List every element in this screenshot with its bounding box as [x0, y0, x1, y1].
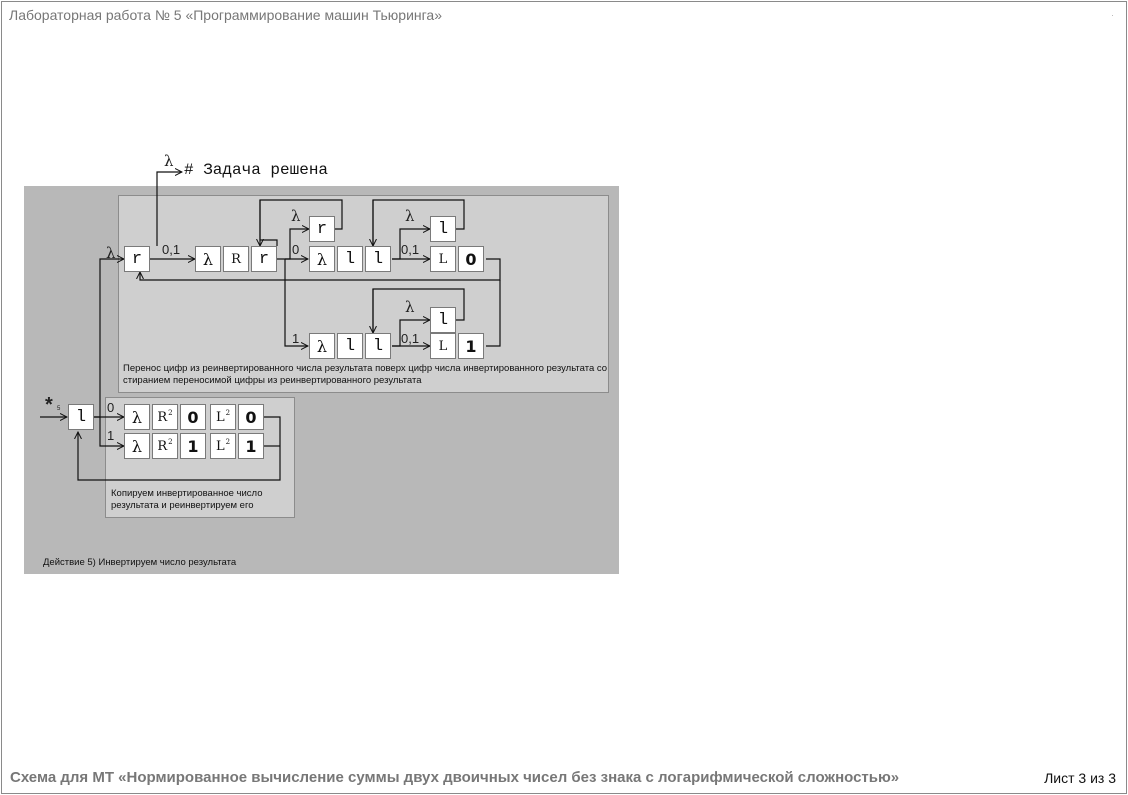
cell-loop-r: r — [309, 216, 335, 242]
label-hub-01: 0,1 — [162, 242, 181, 257]
cell-copy0-R: R $^2$ — [152, 404, 178, 430]
cell-loop-l-top: l — [430, 216, 456, 242]
cell-row1-R: R — [223, 246, 249, 272]
label-solved-lambda: λ — [164, 152, 174, 170]
cell-write0-val: 0 — [458, 246, 484, 272]
label-loop-bottom-lambda: λ — [405, 298, 415, 316]
arrow-to-solved — [157, 172, 182, 246]
cell-row1-r: r — [251, 246, 277, 272]
cell-copy0-lambda: λ — [124, 404, 150, 430]
cell-hub-r: r — [124, 246, 150, 272]
task-solved-text: # Задача решена — [184, 161, 329, 179]
cell-copy1-val2: 1 — [238, 433, 264, 459]
cell-copy0-val: 0 — [180, 404, 206, 430]
label-loop-top-lambda: λ — [405, 207, 415, 225]
label-loop-r-lambda: λ — [291, 207, 301, 225]
entry-star: * — [45, 394, 53, 416]
cell-loop-l-bottom: l — [430, 307, 456, 333]
label-top-01: 0,1 — [401, 242, 420, 257]
action-5-caption: Действие 5) Инвертируем число результата — [43, 557, 237, 568]
write1-back — [486, 280, 500, 346]
label-hub-lambda: λ — [106, 244, 116, 262]
label-copy-0: 0 — [107, 400, 115, 415]
sheet-number: Лист 3 из 3 — [1044, 770, 1116, 786]
cell-copy1-L: L $^2$ — [210, 433, 236, 459]
cell-write1-val: 1 — [458, 333, 484, 359]
cell-row1b-l1: l — [337, 246, 363, 272]
page-title: Лабораторная работа № 5 «Программирование машин Тьюринга» — [9, 7, 443, 23]
scheme-title: Схема для МТ «Нормированное вычисление суммы двух двоичных чисел без знака с логарифмической сложностью» — [10, 769, 900, 786]
cell-copy1-R: R $^2$ — [152, 433, 178, 459]
cell-write1-L: L — [430, 333, 456, 359]
arrow-l-to-r — [94, 259, 124, 417]
transfer-panel-caption: Перенос цифр из реинвертированного числа результата поверх цифр числа инвертированного результата со стиранием переносимой цифры из реинвертированного результата — [123, 363, 608, 386]
cell-row2-l2: l — [365, 333, 391, 359]
label-branch-1: 1 — [292, 331, 300, 346]
cell-copy1-lambda: λ — [124, 433, 150, 459]
cell-row1-lambda: λ — [195, 246, 221, 272]
cell-row2-l1: l — [337, 333, 363, 359]
cell-copy0-val2: 0 — [238, 404, 264, 430]
cell-row1b-l2: l — [365, 246, 391, 272]
cell-write0-L: L — [430, 246, 456, 272]
entry-star-index: 5 — [57, 406, 61, 412]
cell-row1b-lambda: λ — [309, 246, 335, 272]
label-copy-1: 1 — [107, 428, 115, 443]
cell-row2-lambda: λ — [309, 333, 335, 359]
copy-panel-caption: Копируем инвертированное число результата и реинвертируем его — [111, 488, 263, 511]
cell-copy0-L: L $^2$ — [210, 404, 236, 430]
cell-copy1-val: 1 — [180, 433, 206, 459]
label-branch-0: 0 — [292, 242, 300, 257]
cell-start-l: l — [68, 404, 94, 430]
label-bottom-01: 0,1 — [401, 331, 420, 346]
